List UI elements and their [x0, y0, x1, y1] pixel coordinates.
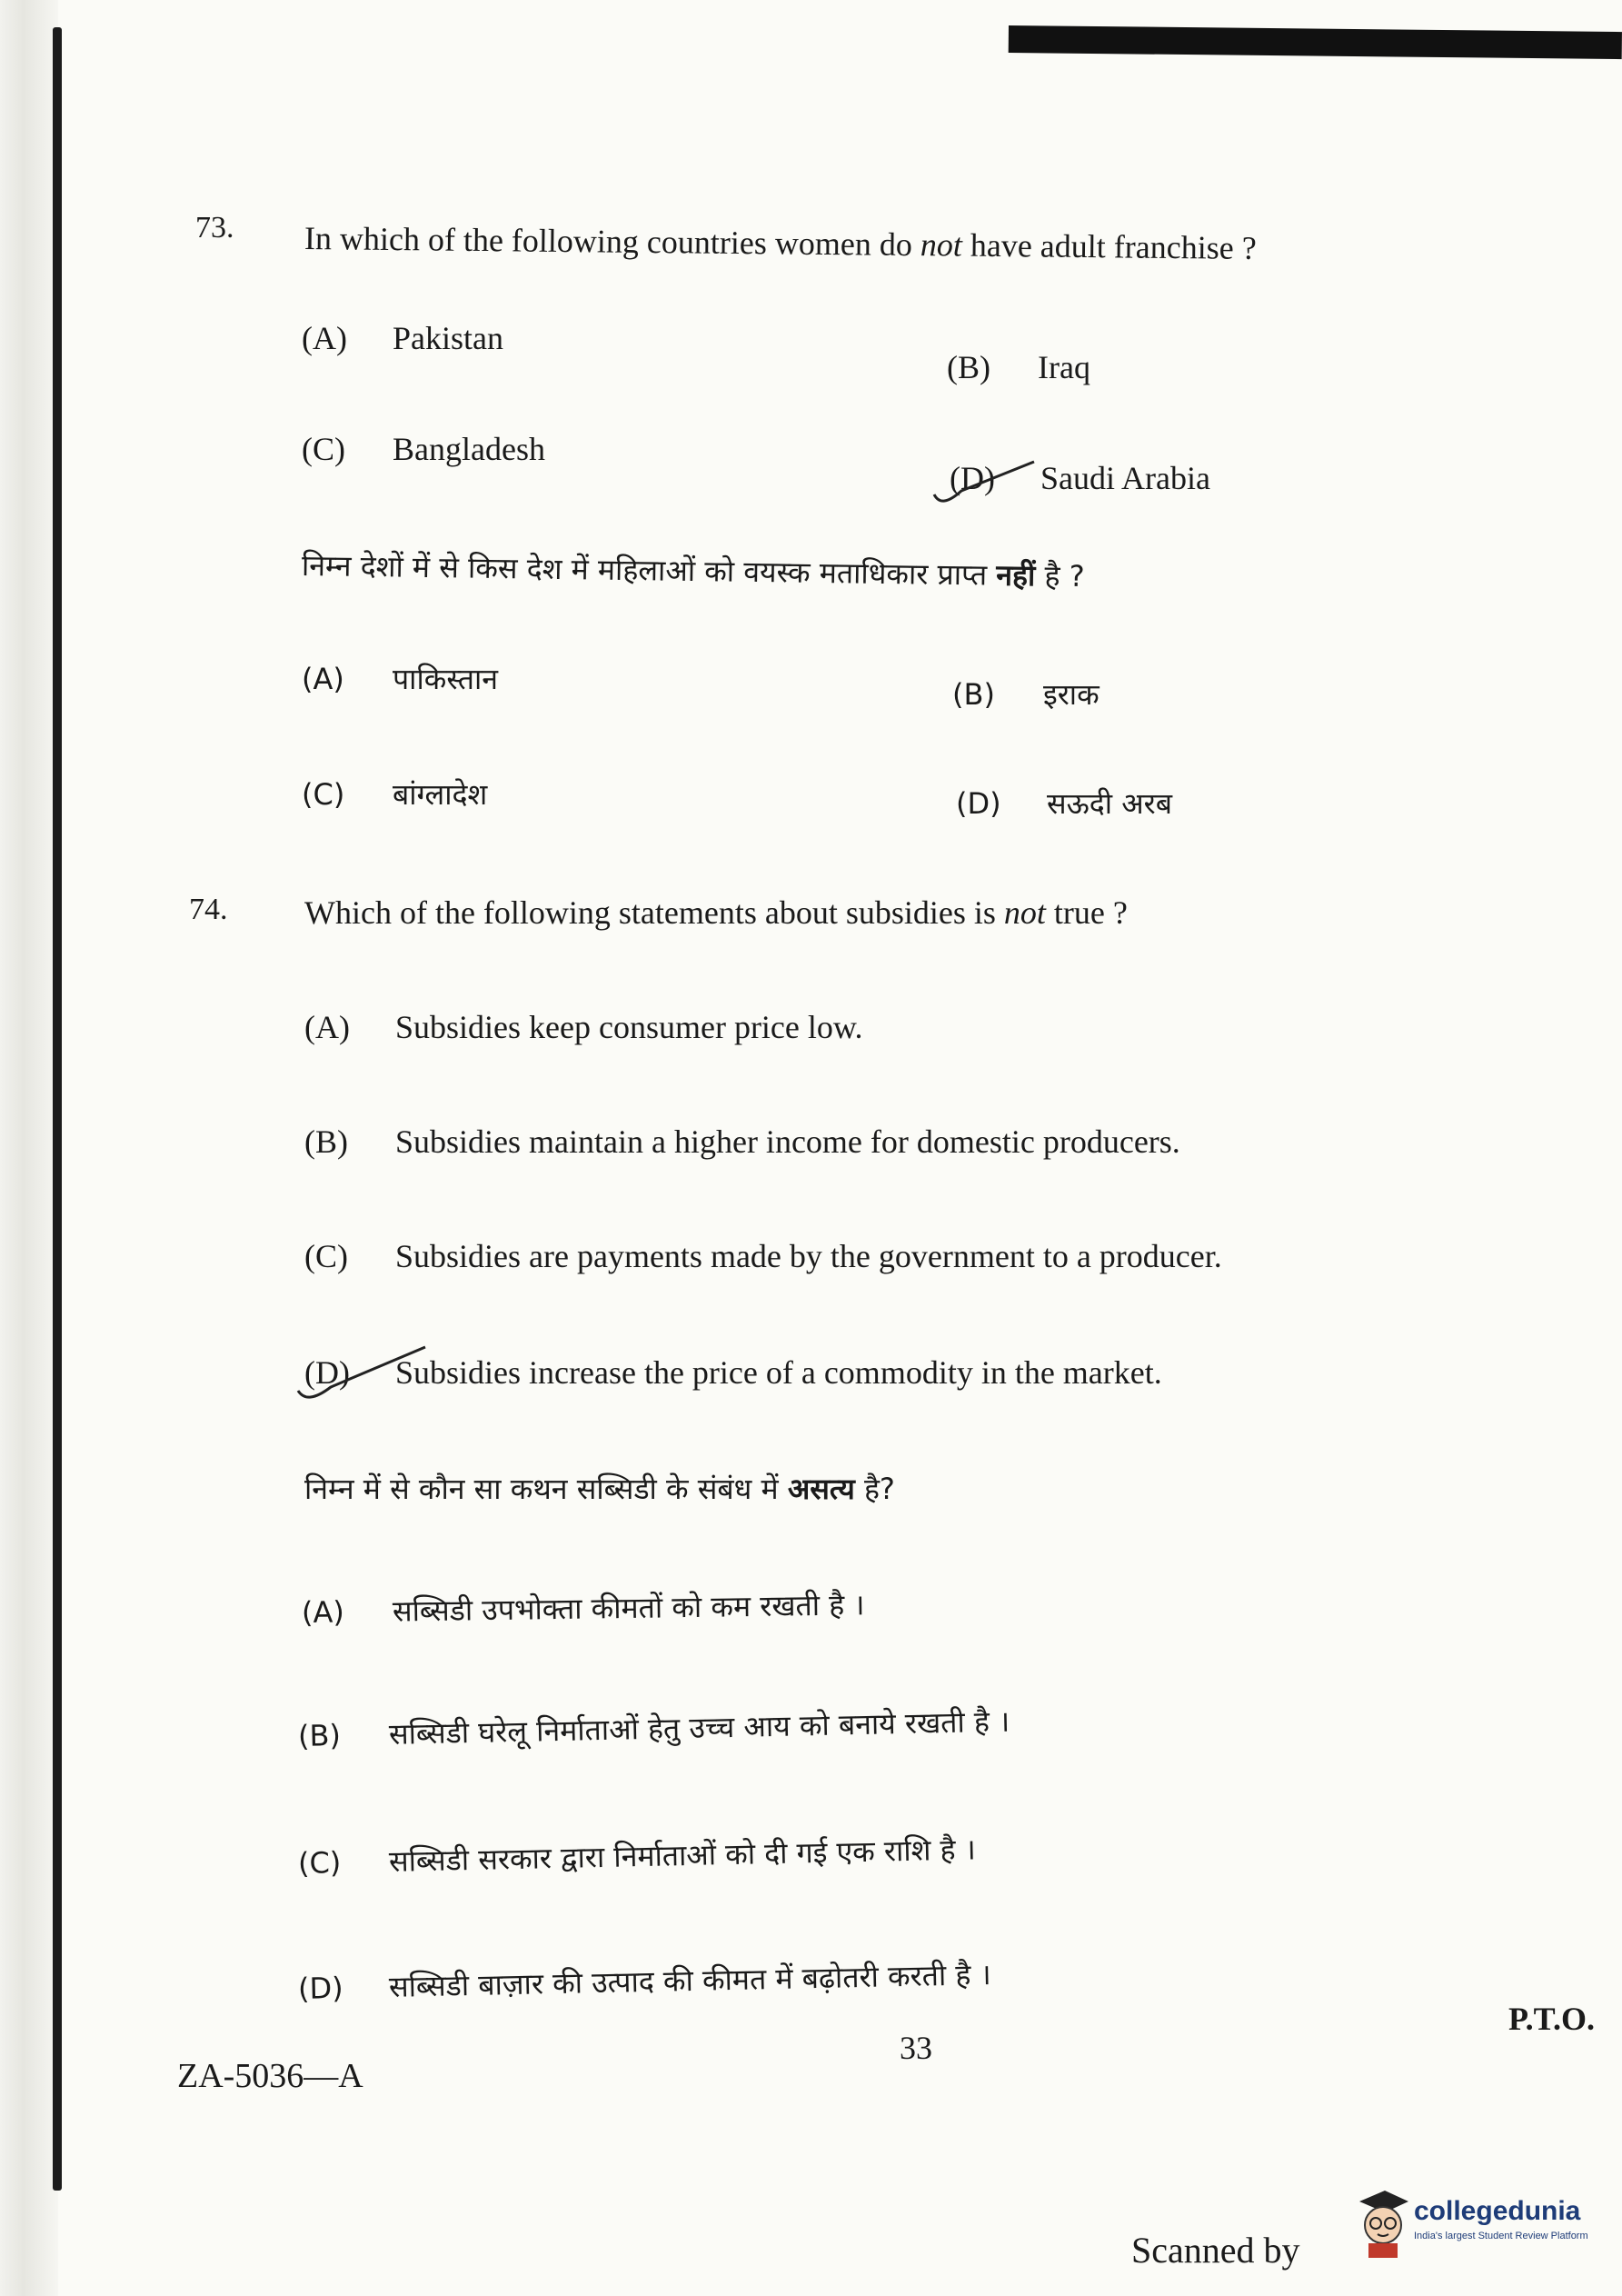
q74-hindi-option-c — [298, 1829, 977, 1883]
q73-option-a — [302, 318, 503, 358]
option-text: Pakistan — [393, 320, 503, 356]
question-73-hindi-post: है ? — [1035, 558, 1085, 594]
option-text: इराक — [1043, 677, 1100, 712]
option-label: (B) — [297, 1718, 342, 1753]
option-text: Subsidies increase the price of a commodity in the market. — [395, 1354, 1162, 1391]
option-label: (B) — [947, 349, 990, 385]
option-text: Subsidies maintain a higher income for domestic producers. — [395, 1123, 1180, 1160]
option-text: सब्सिडी उपभोक्ता कीमतों को कम रखती है । — [392, 1587, 865, 1629]
q73-hindi-option-b — [952, 674, 1100, 714]
option-label: (A) — [302, 662, 344, 696]
q73-option-c — [302, 429, 545, 469]
question-74-text-pre: Which of the following statements about subsidies is — [304, 894, 1004, 931]
option-label: (A) — [301, 1594, 345, 1630]
pto-label: P.T.O. — [1508, 2001, 1596, 2037]
option-text: बांग्लादेश — [393, 777, 488, 812]
option-text: सब्सिडी सरकार द्वारा निर्माताओं को दी गई एक राशि है । — [388, 1832, 977, 1879]
question-74-hindi-emphasis: असत्य — [787, 1472, 855, 1506]
option-text: पाकिस्तान — [393, 662, 499, 696]
option-label: (D) — [956, 786, 1001, 821]
option-text: Subsidies are payments made by the government to a producer. — [395, 1238, 1222, 1274]
option-text: Bangladesh — [393, 431, 545, 467]
option-label: (A) — [302, 320, 347, 356]
q73-hindi-option-a — [302, 659, 498, 699]
question-74-text-post: true ? — [1045, 894, 1128, 931]
option-label: (C) — [302, 777, 345, 812]
scan-top-bar — [1009, 25, 1622, 59]
q74-hindi-option-b — [298, 1702, 1010, 1756]
scan-edge — [0, 0, 58, 2296]
question-74-hindi — [304, 1469, 895, 1509]
q74-hindi-option-d — [298, 1954, 992, 2009]
question-73-hindi — [302, 545, 1085, 596]
question-73-emphasis: not — [920, 226, 963, 264]
question-73-text — [304, 218, 1257, 268]
binding-line — [53, 27, 62, 2191]
option-text: Iraq — [1038, 349, 1090, 385]
q73-hindi-option-d — [956, 784, 1172, 824]
q74-hindi-option-a — [302, 1584, 865, 1632]
option-label: (A) — [304, 1009, 350, 1045]
answer-tick-mark-q73 — [925, 454, 1061, 509]
logo-tagline: India's largest Student Review Platform — [1414, 2231, 1588, 2241]
q73-option-b — [947, 347, 1090, 387]
collegedunia-logo — [1354, 2181, 1617, 2263]
option-text: Subsidies keep consumer price low. — [395, 1009, 863, 1045]
option-label: (D) — [304, 1354, 350, 1391]
option-text: Saudi Arabia — [1040, 460, 1210, 496]
page-number: 33 — [900, 2030, 932, 2066]
option-text: सऊदी अरब — [1047, 786, 1173, 821]
question-number-73: 73. — [195, 211, 234, 245]
option-label: (C) — [297, 1845, 342, 1881]
question-73-text-pre: In which of the following countries women do — [304, 220, 921, 264]
option-label: (C) — [304, 1238, 348, 1274]
answer-tick-mark-q74 — [289, 1336, 443, 1409]
q74-option-b — [304, 1122, 1180, 1162]
logo-name: collegedunia — [1414, 2196, 1581, 2226]
option-text: सब्सिडी घरेलू निर्माताओं हेतु उच्च आय को बनाये रखती है । — [388, 1703, 1010, 1752]
option-label: (C) — [302, 431, 345, 467]
question-73-text-post: have adult franchise ? — [961, 226, 1257, 266]
question-number-74: 74. — [189, 893, 228, 926]
paper-code: ZA-5036—A — [177, 2057, 363, 2095]
question-73-hindi-pre: निम्न देशों में से किस देश में महिलाओं को वयस्क मताधिकार प्राप्त — [301, 548, 997, 593]
option-label: (D) — [297, 1970, 343, 2006]
option-text: सब्सिडी बाज़ार की उत्पाद की कीमत में बढ़ोतरी करती है । — [388, 1957, 992, 2004]
option-label: (B) — [952, 677, 995, 712]
q74-option-a — [304, 1007, 863, 1047]
question-73-hindi-emphasis: नहीं — [996, 557, 1036, 594]
q73-hindi-option-c — [302, 774, 487, 814]
scanned-by-label: Scanned by — [1131, 2230, 1300, 2271]
option-label: (D) — [950, 460, 995, 496]
question-74-hindi-post: है? — [854, 1472, 895, 1506]
mascot-icon — [1354, 2185, 1410, 2260]
q74-option-c — [304, 1236, 1222, 1276]
question-74-emphasis: not — [1003, 894, 1046, 931]
option-label: (B) — [304, 1123, 348, 1160]
question-74-hindi-pre: निम्न में से कौन सा कथन सब्सिडी के संबंध में — [304, 1472, 788, 1506]
question-74-text — [304, 893, 1128, 933]
